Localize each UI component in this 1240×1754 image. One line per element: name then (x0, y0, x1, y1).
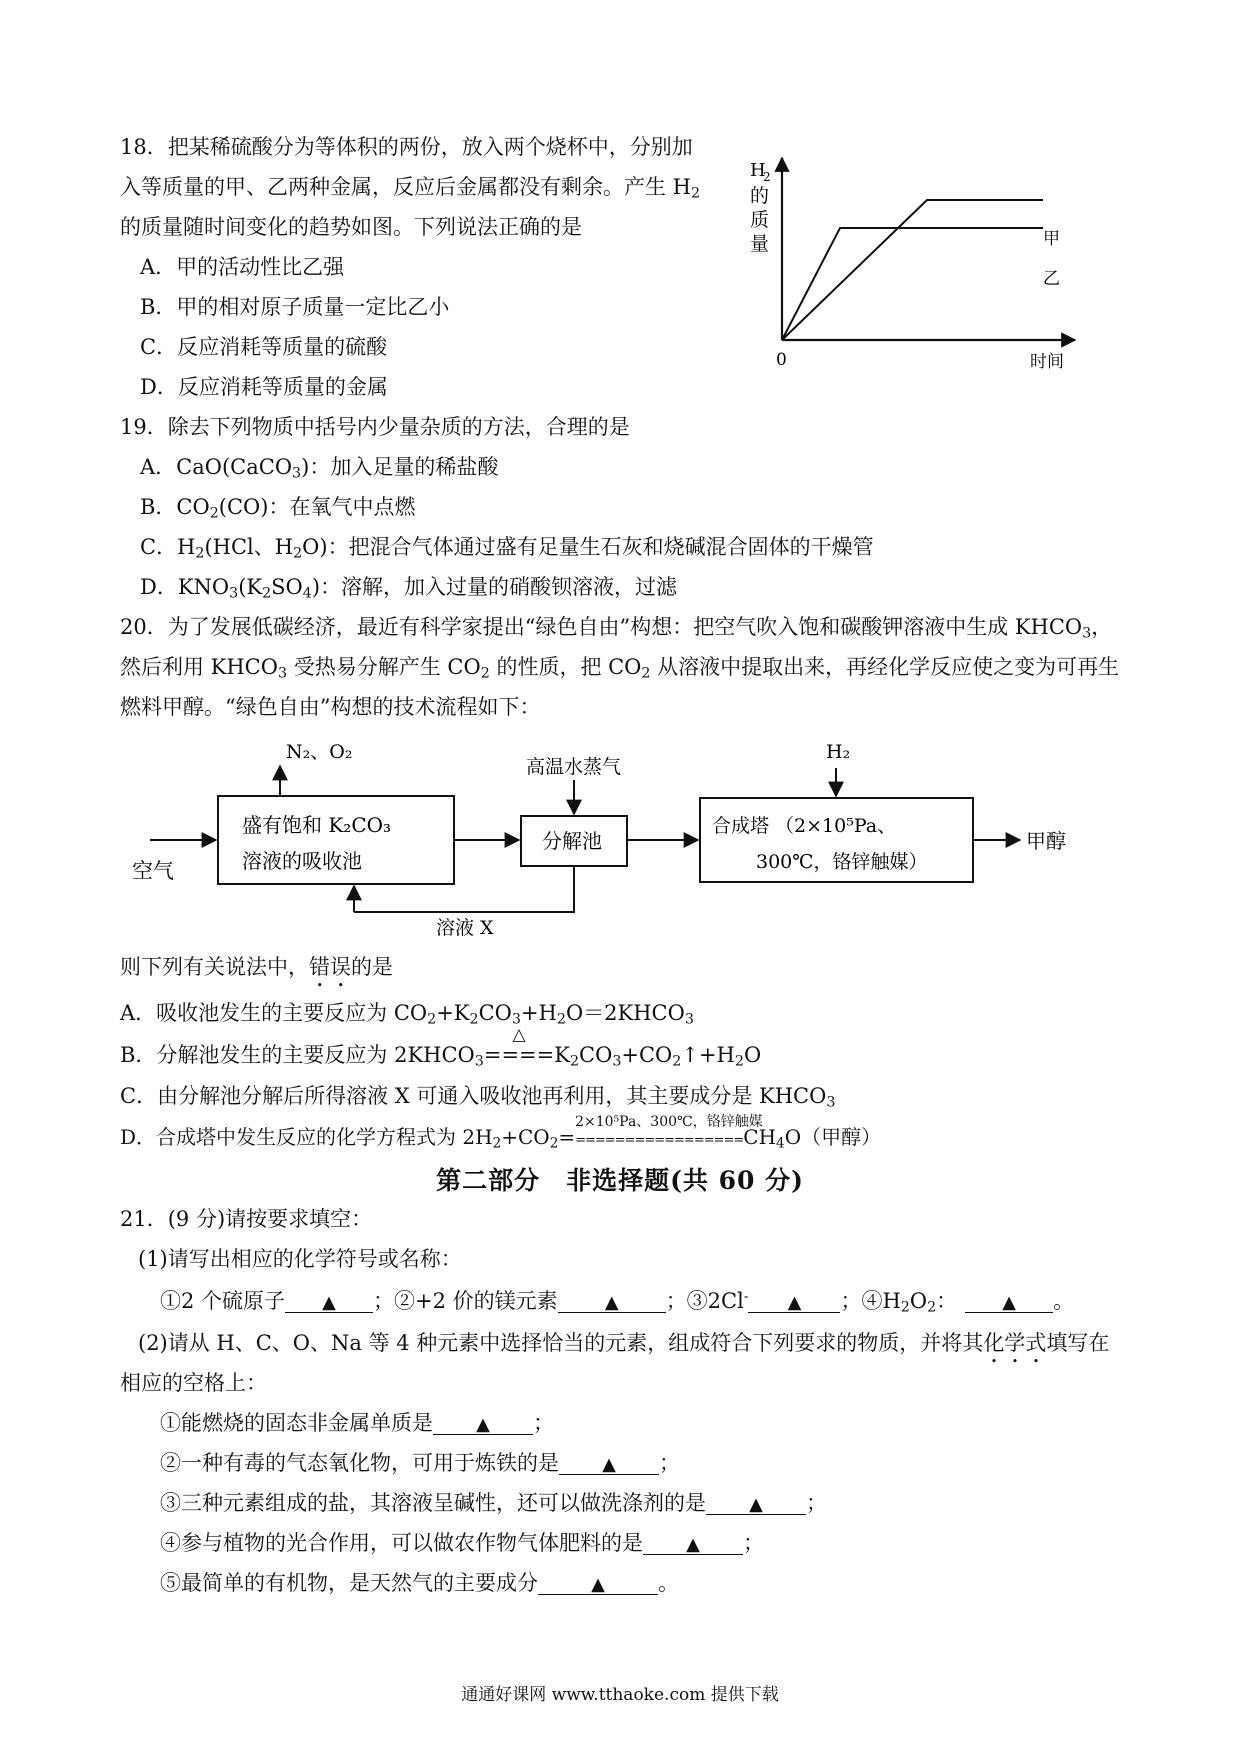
q19-option-d: D．$KNO_3(K_2SO_4)$：溶解，加入过量的硝酸钡溶液，过滤 (140, 575, 678, 602)
answer-blank-3[interactable]: ▲ (748, 1291, 840, 1313)
chart-origin-label: 0 (776, 350, 787, 370)
answer-blank-1[interactable]: ▲ (285, 1291, 373, 1313)
q20-stem-line1: 20．为了发展低碳经济，最近有科学家提出“绿色自由”构想：把空气吹入饱和碳酸钾溶液中生成 $KHCO_3$， (120, 615, 1113, 642)
answer-blank-7[interactable]: ▲ (706, 1493, 806, 1515)
q18-option-d: D．反应消耗等质量的金属 (140, 375, 388, 399)
n2o2-label: N₂、O₂ (286, 741, 353, 763)
q20-option-b: B．分解池发生的主要反应为 $2KHCO_3$ △ $====K_2CO_3+CO_2↑+H_2O$ (120, 1025, 762, 1070)
q20-option-c: C．由分解池分解后所得溶液 X 可通入吸收池再利用，其主要成分是 $KHCO_3$ (120, 1084, 836, 1111)
solution-x-label: 溶液 X (436, 917, 494, 939)
solution-x-return-line (354, 866, 574, 912)
q20-prompt: 则下列有关说法中，错误的是 (120, 955, 393, 979)
chart-series-line-2 (782, 228, 1043, 340)
absorption-box-line2: 溶液的吸收池 (242, 849, 362, 873)
answer-blank-4[interactable]: ▲ (965, 1291, 1053, 1313)
q18-stem-line2: 入等质量的甲、乙两种金属，反应后金属都没有剩余。产生 $H_2$ (120, 175, 701, 202)
q19-option-c: C．$H_2(HCl$、$H_2O$)：把混合气体通过盛有足量生石灰和烧碱混合固体的干燥管 (140, 535, 874, 562)
chart-x-label: 时间 (1030, 352, 1064, 372)
answer-blank-2[interactable]: ▲ (558, 1291, 666, 1313)
chart-series-line-1 (782, 200, 1043, 340)
q19-option-a: A．CaO(CaCO$_3$)：加入足量的稀盐酸 (140, 455, 499, 482)
q18-stem-line1: 18．把某稀硫酸分为等体积的两份，放入两个烧杯中，分别加 (120, 135, 693, 159)
chart-y-label-de: 的 (750, 185, 770, 207)
q18-stem-line3: 的质量随时间变化的趋势如图。下列说法正确的是 (120, 215, 582, 239)
chart-series-label-jia: 甲 (1043, 229, 1060, 249)
synthesis-box-line1: 合成塔 （2×10⁵Pa、 (712, 815, 897, 837)
q20-stem-line3: 燃料甲醇。“绿色自由”构想的技术流程如下： (120, 695, 541, 719)
q20-option-d: D．合成塔中发生反应的化学方程式为 $2H_2+CO_2=$ 2×10⁵Pa、300℃，铬锌触媒 $=================CH_4O$（甲醇） (120, 1121, 881, 1151)
q18-option-a: A．甲的活动性比乙强 (140, 255, 345, 279)
q20-option-a: A．吸收池发生的主要反应为 $CO_2+K_2CO_3+H_2O=2KHCO_3$ (120, 1001, 694, 1028)
q19-stem: 19．除去下列物质中括号内少量杂质的方法，合理的是 (120, 415, 630, 439)
q21-part1-row: ①2 个硫原子 ▲ ；②+2 价的镁元素 ▲ ；③2Cl- ▲ ；$④H_2O_2$： ▲ 。 (160, 1288, 1075, 1316)
answer-blank-5[interactable]: ▲ (433, 1413, 533, 1435)
green-freedom-flow-diagram (130, 728, 1090, 943)
absorption-box-line1: 盛有饱和 K₂CO₃ (242, 813, 392, 837)
answer-blank-8[interactable]: ▲ (643, 1533, 743, 1555)
q21-item-2: ②一种有毒的气态氧化物，可用于炼铁的是 ▲ ； (160, 1451, 680, 1475)
q21-item-3: ③三种元素组成的盐，其溶液呈碱性，还可以做洗涤剂的是 ▲ ； (160, 1491, 827, 1515)
synthesis-box-line2: 300℃，铬锌触媒） (756, 851, 928, 873)
q21-part2-prompt-line2: 相应的空格上： (120, 1371, 267, 1395)
answer-blank-9[interactable]: ▲ (538, 1573, 658, 1595)
q21-item-1: ①能燃烧的固态非金属单质是 ▲ ； (160, 1411, 554, 1435)
synthesis-condition: 2×10⁵Pa、300℃，铬锌触媒 (575, 1114, 763, 1130)
q18-option-c: C．反应消耗等质量的硫酸 (140, 335, 388, 359)
chart-y-label-sub: 2 (763, 170, 771, 184)
heat-condition: △ (512, 1025, 526, 1045)
chart-series-label-yi: 乙 (1043, 269, 1060, 289)
q20-stem-line2: 然后利用 $KHCO_3$ 受热易分解产生 $CO_2$ 的性质，把 $CO_2$ 从溶液中提取出来，再经化学反应使之变为可再生 (120, 655, 1120, 682)
q18-option-b: B．甲的相对原子质量一定比乙小 (140, 295, 450, 319)
page-footer: 通通好课网 www.tthaoke.com 提供下载 (461, 1685, 779, 1705)
steam-label: 高温水蒸气 (526, 756, 622, 778)
q21-stem: 21．(9 分)请按要求填空： (120, 1207, 373, 1231)
methanol-label: 甲醇 (1026, 829, 1066, 853)
part2-heading: 第二部分 非选择题(共 60 分) (436, 1166, 804, 1195)
q19-option-b: B．$CO_2(CO)$：在氧气中点燃 (140, 495, 416, 522)
answer-blank-6[interactable]: ▲ (559, 1453, 659, 1475)
h2-label: H₂ (826, 741, 851, 763)
q21-item-5: ⑤最简单的有机物，是天然气的主要成分 ▲ 。 (160, 1571, 679, 1595)
q21-part2-prompt-line1: (2)请从 H、C、O、Na 等 4 种元素中选择恰当的元素，组成符合下列要求的物质，并将其化学式填写在 (138, 1331, 1110, 1355)
q21-item-4: ④参与植物的光合作用，可以做农作物气体肥料的是 ▲ ； (160, 1531, 764, 1555)
q21-part1-prompt: (1)请写出相应的化学符号或名称： (138, 1247, 462, 1271)
chart-y-label-h: H (750, 160, 766, 181)
chart-y-label-zhi: 质 (750, 209, 770, 231)
air-label: 空气 (132, 859, 174, 883)
decomposition-box-label: 分解池 (542, 829, 602, 853)
chart-y-label-liang: 量 (750, 233, 770, 255)
h2-mass-chart (740, 150, 1080, 380)
